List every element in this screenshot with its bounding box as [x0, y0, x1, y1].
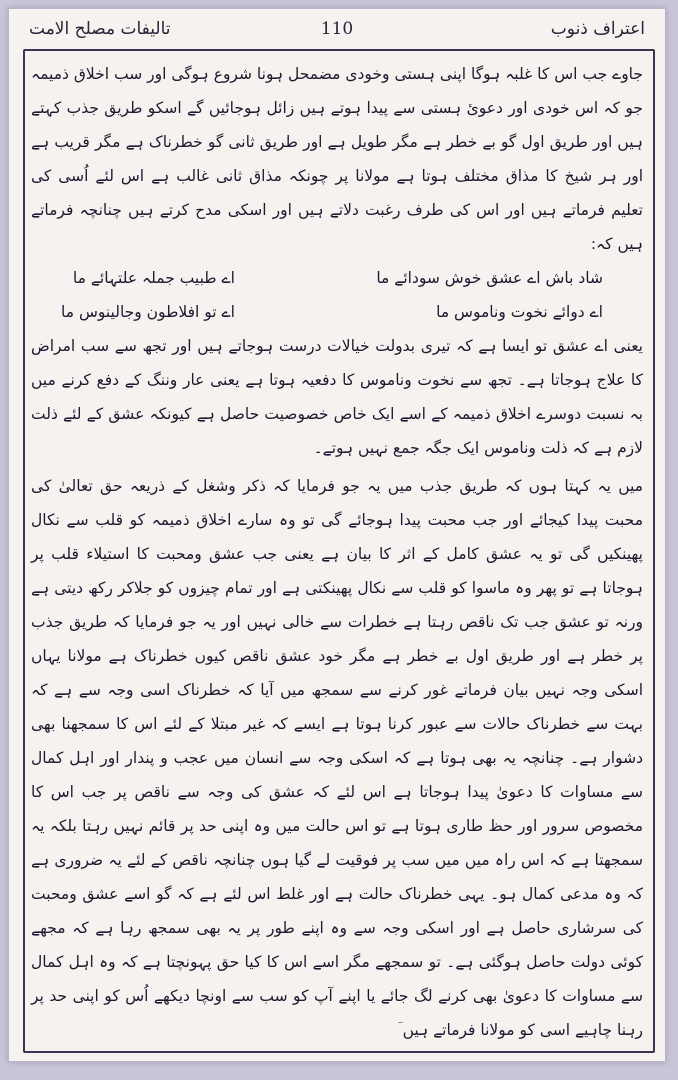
book-section-title: اعتراف ذنوب [550, 19, 645, 39]
page-header [23, 15, 651, 45]
page-body [31, 57, 643, 1043]
verse-line: اے تو افلاطون وجالینوس ما [61, 303, 235, 321]
paragraph: جاوے جب اس کا غلبہ ہوگا اپنی ہستی وخودی مضمحل ہونا شروع ہوگی اور سب اخلاق ذمیمہ جو کہ اس خودی اور دعوئ ہستی سے پیدا ہوتے ہیں زائل ہوجائیں گے اسکو طریق جذب کہتے ہیں اور طریق اول گو بے خطر ہے مگر طویل ہے اور طریق ثانی گو خطرناک ہے مگر قریب ہے اور ہر شیخ کا مذاق مختلف ہوتا ہے مولانا پر چونکہ مذاق ثانی غالب ہے اس لئے اُسی کی تعلیم فرماتے ہیں اور اس کی طرف رغبت دلاتے ہیں اور اسکی مدح کرتے ہیں چنانچہ فرماتے ہیں کہ: [31, 65, 643, 253]
book-page [8, 8, 666, 1062]
verse-column-left [61, 261, 235, 329]
paragraph-final-text: میں یہ کہتا ہوں کہ طریق جذب میں یہ جو فرمایا کہ ذکر وشغل کے ذریعہ حق تعالیٰ کی محبت پیدا کیجائے اور جب محبت پیدا ہوجائے گی تو وہ سارے اخلاق ذمیمہ کو قلب سے نکال پھینکیں گی تو یہ عشق کامل کے اثر کا بیان ہے یعنی جب عشق ومحبت کا استیلاء قلب پر ہوجاتا ہے تو پھر وہ ماسوا کو قلب سے نکال پھینکتی ہے اور تمام چیزوں کو جلاکر رکھ دیتی ہے ورنہ تو عشق جب تک ناقص رہتا ہے خطرات سے خالی نہیں اور یہ جو فرمایا کہ طریق جذب پر خطر ہے اور طریق اول بے خطر ہے مگر خود عشق ناقص کیوں خطرناک ہے مولانا یہاں اسکی وجہ نہیں بیان فرماتے غور کرنے سے سمجھ میں آیا کہ خطرناک اسی وجہ سے ہے کہ بہت سے خطرناک حالات سے عبور کرنا ہوتا ہے ایسے کہ غیر مبتلا کے لئے اس کا سمجھنا بھی دشوار ہے۔ چنانچہ یہ بھی ہوتا ہے کہ اسکی وجہ سے انسان میں عجب و پندار اور اہل کمال سے مساوات کا دعویٰ پیدا ہوجاتا ہے اس لئے کہ عشق کی وجہ سے ناقص پر جب اس کا مخصوص سرور اور حظ طاری ہوتا ہے تو اس حالت میں وہ اپنی حد پر قائم نہیں رہتا بلکہ یہ سمجھتا ہے کہ اس راہ میں میں سب پر فوقیت لے گیا ہوں چنانچہ ناقص کے لئے یہ ضروری ہے کہ وہ مدعی کمال ہو۔ یہی خطرناک حالت ہے اور غلط اس لئے ہے کہ گو اسے عشق ومحبت کی سرشاری حاصل ہے اور اسکی وجہ سے وہ اپنے طور پر یہ بھی سمجھ رہا ہے کہ مجھے کوئی دولت حاصل ہوگئی ہے۔ تو سمجھے مگر اسے اس کا کیا حق پہونچتا ہے کہ وہ اہل کمال سے مساوات کا دعویٰ بھی کرنے لگ جائے یا اپنے آپ کو سب سے اونچا دیکھے اُس کو اپنی حد پر رہنا چاہیے اسی کو مولانا فرماتے ہیں [31, 477, 643, 1039]
verse-block [31, 261, 643, 329]
verse-column-right [376, 261, 603, 329]
verse-line: شاد باش اے عشق خوش سودائے ما [376, 269, 603, 287]
paragraph: یعنی اے عشق تو ایسا ہے کہ تیری بدولت خیالات درست ہوجاتے ہیں اور تجھ سے سب امراض کا علاج ہوجاتا ہے۔ تجھ سے نخوت وناموس کا دفعیہ ہوتا ہے یعنی عار وننگ کے دفع کرنے میں بہ نسبت دوسرے اخلاق ذمیمہ کے اسے ایک خاص خصوصیت حاصل ہے کیونکہ عشق کے لئے ذلت لازم ہے کہ ذلت وناموس ایک جگہ جمع نہیں ہوتے۔ [31, 337, 643, 457]
verse-line: اے دوائے نخوت وناموس ما [436, 303, 603, 321]
page-number: 110 [320, 19, 354, 39]
book-series-title: تالیفات مصلح الامت [29, 19, 171, 39]
verse-line: اے طبیب جملہ علتہائے ما [72, 269, 235, 287]
paragraph-final [31, 469, 643, 1047]
